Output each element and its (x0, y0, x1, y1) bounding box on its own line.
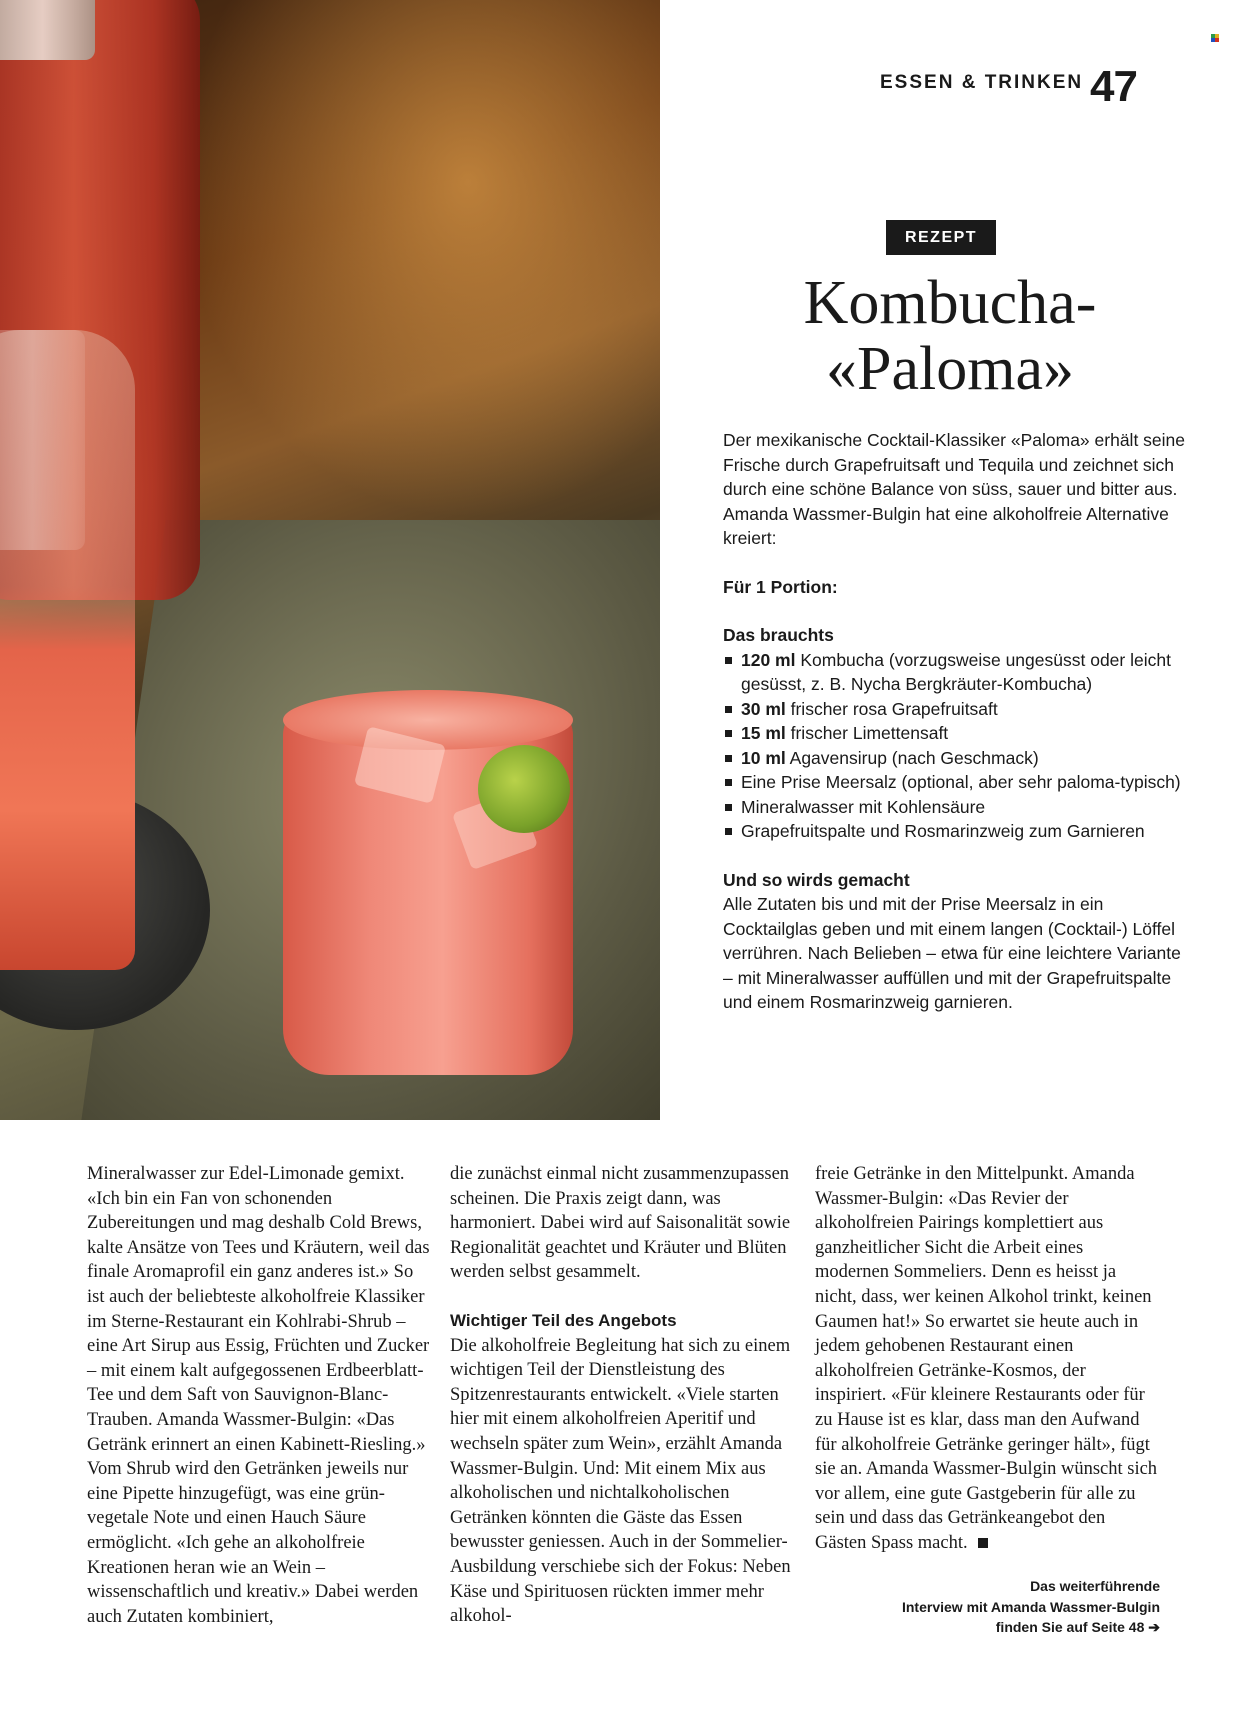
ingredients-list (723, 648, 1193, 844)
jar-lid (0, 0, 95, 60)
article-paragraph (815, 1162, 1160, 1556)
ingredient-text: Agavensirup (nach Geschmack) (785, 747, 1039, 768)
ingredient-amount: 30 ml (741, 698, 786, 719)
ingredient-text: Eine Prise Meersalz (optional, aber sehr paloma-typisch) (741, 772, 1181, 792)
article-column-1 (87, 1162, 432, 1629)
xref-line: Das weiterführende (1030, 1578, 1160, 1594)
ingredient-text: Grapefruitspalte und Rosmarinzweig zum Garnieren (741, 821, 1145, 841)
ingredient-amount: 15 ml (741, 723, 786, 743)
list-item (723, 648, 1193, 697)
ingredient-text: Kombucha (vorzugsweise ungesüsst oder leicht gesüsst, z. B. Nycha Bergkräuter-Kombucha) (741, 649, 1171, 694)
ingredient-text: Mineralwasser mit Kohlensäure (741, 796, 986, 817)
list-item (723, 697, 1193, 722)
xref-line: finden Sie auf Seite 48 ➔ (995, 1619, 1160, 1635)
article-column-3 (815, 1162, 1160, 1556)
article-paragraph: die zunächst einmal nicht zusammenzupassen scheinen. Die Praxis zeigt dann, was harmoniert. Dabei wird auf Saisonalität sowie Regionalität geachtet und Kräuter und Blüten werden selbst gesammelt. (450, 1164, 791, 1283)
list-item (723, 819, 1193, 844)
xref-line: Interview mit Amanda Wassmer-Bulgin (901, 1598, 1160, 1615)
article-paragraph: Die alkoholfreie Begleitung hat sich zu einem wichtigen Teil der Dienstleistung des Spitzenrestaurants entwickelt. «Viele starten hier mit einem alkoholfreien Aperitif und wechseln später zum Wein», erzählt Amanda Wassmer-Bulgin. Und: Mit einem Mix aus alkoholischen und nichtalkoholischen Getränken könnten die Gäste das Essen bewusster geniessen. Auch in der Sommelier-Ausbildung verschiebe sich der Fokus: Neben Käse und Spirituosen rückten immer mehr alkohol- (450, 1335, 791, 1627)
list-item (723, 770, 1193, 795)
recipe-title-line1: Kombucha- (803, 269, 1097, 337)
end-mark-icon (978, 1538, 988, 1548)
lime-garnish (478, 745, 570, 833)
ingredients-heading: Das brauchts (723, 625, 834, 645)
carafe-neck (0, 330, 85, 550)
ingredient-amount: 120 ml (741, 649, 796, 670)
article-paragraph: Mineralwasser zur Edel-Limonade gemixt. «Ich bin ein Fan von schonenden Zubereitungen und mag deshalb Cold Brews, kalte Ansätze von Tees und Kräutern, weil das finale Aromaprofil ein ganz anderes ist.» So ist auch der beliebteste alkoholfreie Klassiker im Sterne-Restaurant ein Kohlrabi-Shrub – eine Art Sirup aus Essig, Früchten und Zucker – mit einem kalt aufgegossenen Erdbeerblatt-Tee und dem Saft von Sauvignon-Blanc-Trauben. Amanda Wassmer-Bulgin: «Das Getränk erinnert an einen Kabinett-Riesling.» Vom Shrub wird den Getränken jeweils nur eine Pipette hinzugefügt, was eine grün-vegetale Note und einen Hauch Säure ermöglicht. «Ich gehe an alkoholfreie Kreationen heran wie an Wein – wissenschaftlich und kreativ.» Dabei werden auch Zutaten kombiniert, (87, 1164, 430, 1627)
list-item (723, 746, 1193, 771)
ingredient-text: frischer rosa Grapefruitsaft (785, 698, 998, 719)
page-number: 47 (1090, 62, 1137, 111)
list-item (723, 795, 1193, 820)
cross-reference[interactable] (850, 1576, 1160, 1638)
recipe-title-line2: «Paloma» (826, 335, 1074, 403)
article-subheading: Wichtiger Teil des Angebots (450, 1310, 677, 1330)
recipe-portion: Für 1 Portion: (723, 576, 838, 597)
method-heading: Und so wirds gemacht (723, 869, 910, 890)
recipe-title (700, 270, 1200, 402)
article-text: freie Getränke in den Mittelpunkt. Amanda Wassmer-Bulgin: «Das Revier der alkoholfreien Pairings komplettiert aus ganzheitlicher Sicht die Arbeit eines modernen Sommeliers. Denn es heisst ja nicht, dass, wer keinen Alkohol trinkt, keinen Gaumen hat!» So erwartet sie heute auch in jedem gehobenen Restaurant einen alkoholfreien Getränke-Kosmos, der inspiriert. «Für kleinere Restaurants oder für zu Hause ist es klar, dass man den Aufwand für alkoholfreie Getränke geringer hält», fügt sie an. Amanda Wassmer-Bulgin wünscht sich vor allem, eine gute Gastgeberin für alle zu sein und dass das Getränkeangebot den Gästen Spass macht. (815, 1164, 1158, 1553)
ingredient-text: frischer Limettensaft (785, 723, 949, 743)
color-mark-icon (1211, 34, 1219, 42)
recipe-text (723, 428, 1193, 1015)
photo-background-glow (180, 0, 660, 520)
recipe-badge: REZEPT (886, 220, 996, 255)
method-text: Alle Zutaten bis und mit der Prise Meersalz in ein Cocktailglas geben und mit einem langen (Cocktail-) Löffel verrühren. Nach Belieben – etwa für eine leichtere Variante – mit Mineralwasser auffüllen und mit der Grapefruitspalte und einem Rosmarinzweig garnieren. (723, 894, 1181, 1012)
cocktail-photo (0, 0, 660, 1120)
ingredient-amount: 10 ml (741, 747, 786, 768)
section-title: ESSEN & TRINKEN (880, 72, 1084, 93)
article-column-2 (450, 1162, 795, 1629)
list-item (723, 721, 1193, 746)
recipe-intro: Der mexikanische Cocktail-Klassiker «Paloma» erhält seine Frische durch Grapefruitsaft und Tequila und zeichnet sich durch eine schöne Balance von süss, sauer und bitter aus. Amanda Wassmer-Bulgin hat eine alkoholfreie Alternative kreiert: (723, 430, 1185, 548)
